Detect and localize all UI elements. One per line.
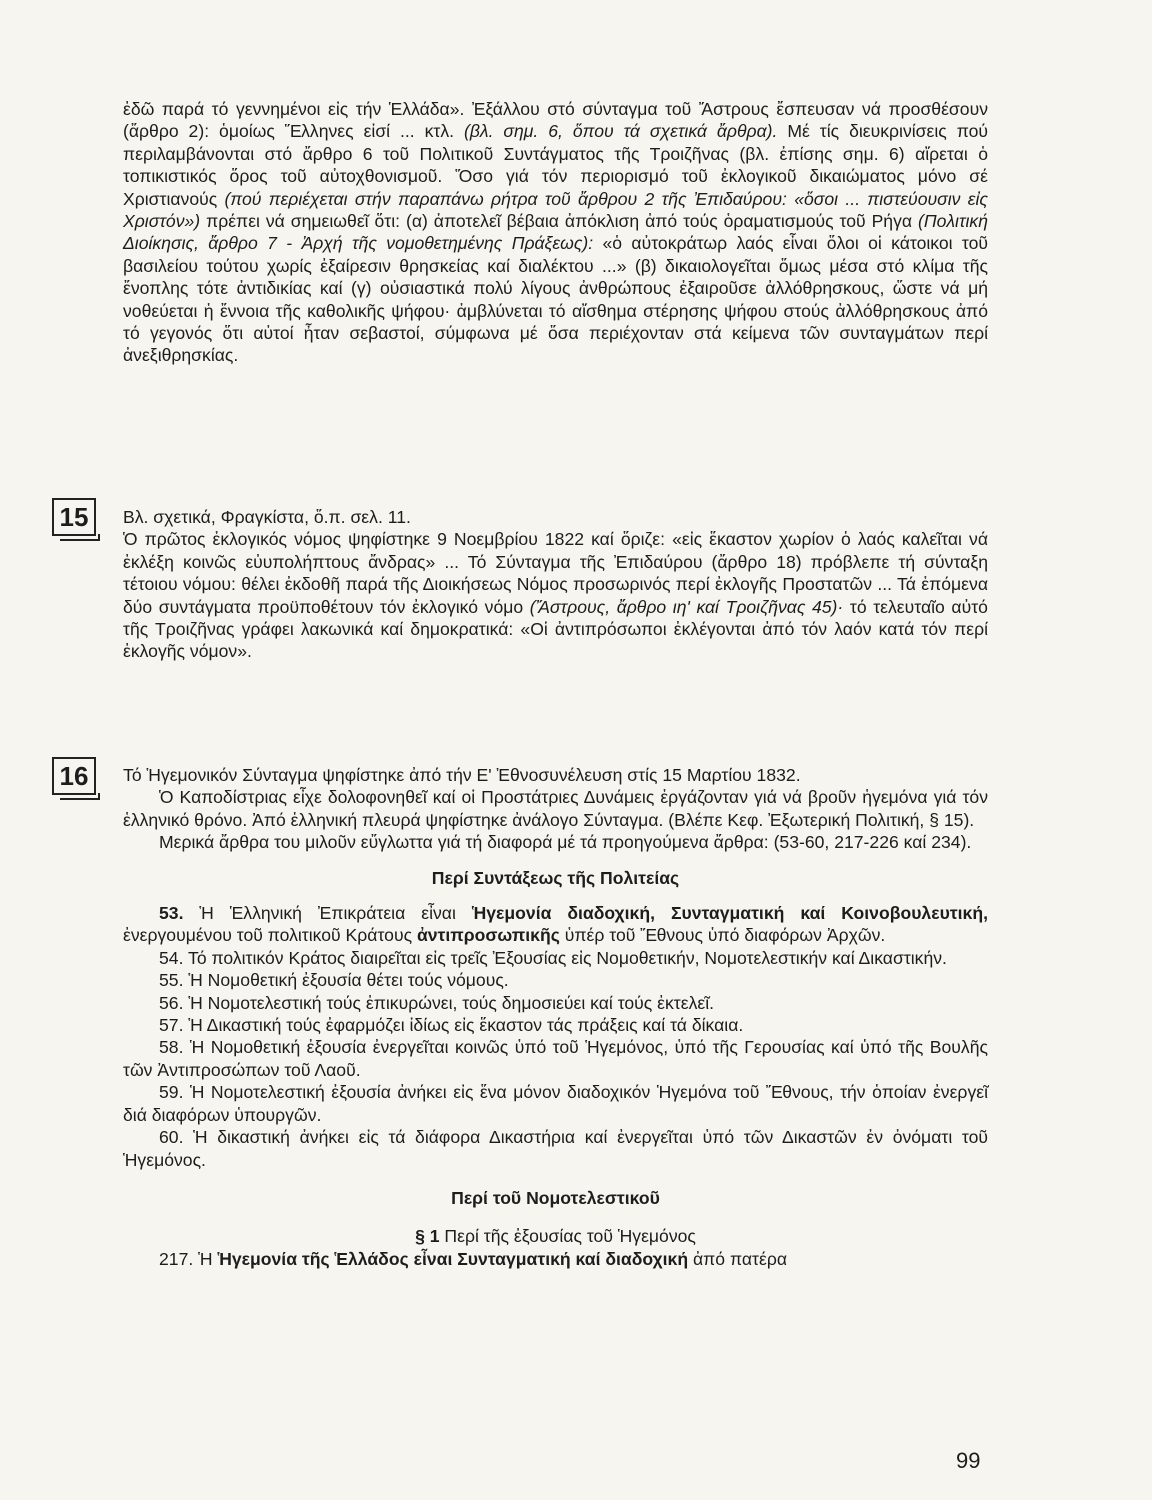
article-58: 58. Ἡ Νομοθετική ἐξουσία ἐνεργεῖται κοινῶς ὑπό τοῦ Ἡγεμόνος, ὑπό τῆς Γερουσίας καί ὑπό τῆς Βουλῆς τῶν Ἀντιπροσώπων τοῦ Λαοῦ. [123, 1037, 988, 1080]
article-54: 54. Τό πολιτικόν Κράτος διαιρεῖται εἰς τρεῖς Ἐξουσίας εἰς Νομοθετικήν, Νομοτελεστικήν καί Δικαστικήν. [159, 947, 947, 968]
note-16-p2: Ὁ Καποδίστριας εἶχε δολοφονηθεῖ καί οἱ Προστάτριες Δυνάμεις ἐργάζονταν γιά νά βροῦν ἡγεμόνα γιά τόν ἑλληνικό θρόνο. Ἀπό ἑλληνική πλευρά ψηφίστηκε ἀνάλογο Σύνταγμα. (Βλέπε Κεφ. Ἐξωτερική Πολιτική, § 15). [123, 787, 988, 830]
heading-executive: Περί τοῦ Νομοτελεστικοῦ [451, 1187, 660, 1208]
section-1-title: § 1 Περί τῆς ἐξουσίας τοῦ Ἡγεμόνος [415, 1226, 696, 1247]
article-53: 53. Ἡ Ἑλληνική Ἐπικράτεια εἶναι Ἡγεμονία διαδοχική, Συνταγματική καί Κοινοβουλευτική, ἐνεργουμένου τοῦ πολιτικοῦ Κράτους ἀντιπροσωπικῆς ὑπέρ τοῦ Ἔθνους ὑπό διαφόρων Ἀρχῶν. [123, 903, 988, 946]
note-16 [123, 764, 988, 1270]
article-217: 217. Ἡ Ἡγεμονία τῆς Ἑλλάδος εἶναι Συνταγματική καί διαδοχική ἀπό πατέρα [159, 1248, 787, 1269]
page-number: 99 [956, 1448, 981, 1473]
article-60: 60. Ἡ δικαστική ἀνήκει εἰς τά διάφορα Δικαστήρια καί ἐνεργεῖται ὑπό τῶν Δικαστῶν ἐν ὀνόματι τοῦ Ἡγεμόνος. [123, 1127, 988, 1170]
heading-constitution: Περί Συντάξεως τῆς Πολιτείας [431, 867, 680, 888]
note-16-p3: Μερικά ἄρθρα του μιλοῦν εὔγλωττα γιά τή διαφορά μέ τά προηγούμενα ἄρθρα: (53-60, 217-226 καί 234). [159, 832, 972, 853]
note-15 [123, 506, 988, 663]
note-16-marker: 16 [52, 757, 96, 795]
note-16-p1: Τό Ἡγεμονικόν Σύνταγμα ψηφίστηκε ἀπό τήν Ε' Ἐθνοσυνέλευση στίς 15 Μαρτίου 1832. [123, 765, 801, 785]
note-15-paragraph: Ὁ πρῶτος ἐκλογικός νόμος ψηφίστηκε 9 Νοεμβρίου 1822 καί ὅριζε: «εἰς ἕκαστον χωρίον ὁ λαός καλεῖται νά ἐκλέξη κοινῶς εὐυπολήπτους ἄνδρας» ... Τό Σύνταγμα τῆς Ἐπιδαύρου (ἄρθρο 18) πρόβλεπε τή σύνταξη τέτοιου νόμου: θέλει ἐκδοθῆ παρά τῆς Διοικήσεως Νόμος προσωρινός περί ἐκλογῆς Προστατῶν ... Τά ἑπόμενα δύο συντάγματα προϋποθέτουν τόν ἐκλογικό νόμο (Ἄστρους, ἄρθρο ιη' καί Τροιζῆνας 45)· τό τελευταῖο αὐτό τῆς Τροιζῆνας γράφει λακωνικά καί δημοκρατικά: «Οἱ ἀντιπρόσωποι ἐκλέγονται ἀπό τόν λαόν κατά τόν περί ἐκλογῆς νόμον». [123, 529, 988, 662]
article-57: 57. Ἡ Δικαστική τούς ἐφαρμόζει ἰδίως εἰς ἕκαστον τάς πράξεις καί τά δίκαια. [159, 1015, 744, 1036]
intro-text [123, 98, 988, 367]
note-15-marker: 15 [52, 498, 96, 536]
article-55: 55. Ἡ Νομοθετική ἐξουσία θέτει τούς νόμους. [159, 970, 509, 991]
article-59: 59. Ἡ Νομοτελεστική ἐξουσία ἀνήκει εἰς ἕνα μόνον διαδοχικόν Ἡγεμόνα τοῦ Ἔθνους, τήν ὁποίαν ἐνεργεῖ διά διαφόρων ὑπουργῶν. [123, 1082, 988, 1125]
note-15-ref: Βλ. σχετικά, Φραγκίστα, ὅ.π. σελ. 11. [123, 507, 411, 527]
article-56: 56. Ἡ Νομοτελεστική τούς ἐπικυρώνει, τούς δημοσιεύει καί τούς ἐκτελεῖ. [159, 992, 715, 1013]
intro-paragraph: ἐδῶ παρά τό γεννημένοι εἰς τήν Ἑλλάδα». Ἐξάλλου στό σύνταγμα τοῦ Ἄστρους ἔσπευσαν νά προσθέσουν (ἄρθρο 2): ὁμοίως Ἕλληνες εἰσί ... κτλ. (βλ. σημ. 6, ὅπου τά σχετικά ἄρθρα). Μέ τίς διευκρινίσεις πού περιλαμβάνονται στό ἄρθρο 6 τοῦ Πολιτικοῦ Συντάγματος τῆς Τροιζῆνας (βλ. ἐπίσης σημ. 6) αἴρεται ὁ τοπικιστικός ὅρος τοῦ αὐτοχθονισμοῦ. Ὅσο γιά τόν περιορισμό τοῦ ἐκλογικοῦ δικαιώματος μόνο σέ Χριστιανούς (πού περιέχεται στήν παραπάνω ρήτρα τοῦ ἄρθρου 2 τῆς Ἐπιδαύρου: «ὅσοι ... πιστεύουσιν εἰς Χριστόν») πρέπει νά σημειωθεῖ ὅτι: (α) ἀποτελεῖ βέβαια ἀπόκλιση ἀπό τούς ὁραματισμούς τοῦ Ρήγα (Πολιτική Διοίκησις, ἄρθρο 7 - Ἀρχή τῆς νομοθετημένης Πράξεως): «ὁ αὐτοκράτωρ λαός εἶναι ὅλοι οἱ κάτοικοι τοῦ βασιλείου τούτου χωρίς ἐξαίρεσιν θρησκείας καί διαλέκτου ...» (β) δικαιολογεῖται ὅμως μέσα στό κλίμα τῆς ἔνοπλης τότε ἀντιδικίας καί (γ) οὐσιαστικά πολύ λίγους ἀνθρώπους ἐξαιροῦσε ἀλλόθρησκους, ὥστε νά μή νοθεύεται ἡ ἔννοια τῆς καθολικῆς ψήφου· ἀμβλύνεται τό αἴσθημα στέρησης ψήφου στούς ἀλλόθρησκους ἀπό τό γεγονός ὅτι αὐτοί ἦταν σεβαστοί, σύμφωνα μέ ὅσα περιέχονταν στά κείμενα τῶν συνταγμάτων περί ἀνεξιθρησκίας. [123, 99, 988, 366]
